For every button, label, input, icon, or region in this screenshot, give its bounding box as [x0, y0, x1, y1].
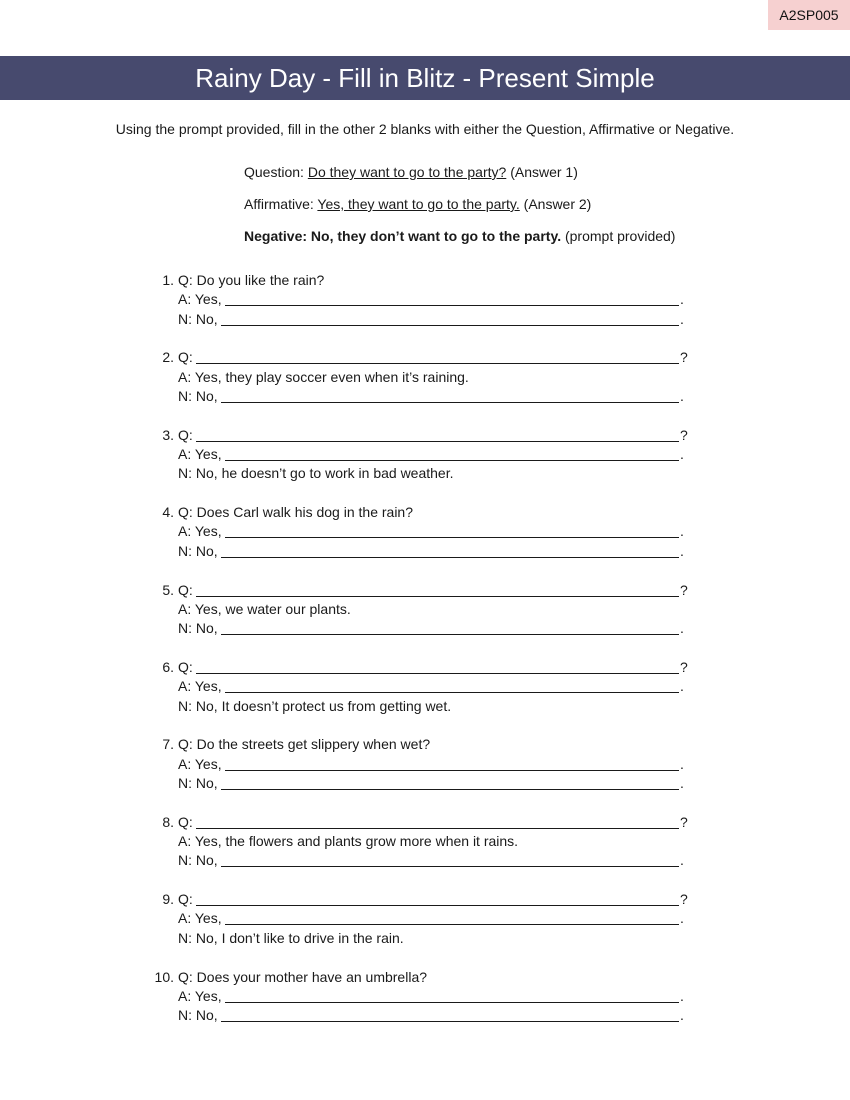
exercise-question-line	[178, 813, 688, 832]
end-punctuation: .	[680, 987, 684, 1004]
exercise-affirmative-line	[178, 832, 688, 851]
end-punctuation: .	[680, 446, 684, 463]
exercise-affirmative-line	[178, 290, 688, 309]
end-punctuation: ?	[680, 658, 688, 675]
exercise-question-line	[178, 968, 688, 987]
exercise-list	[0, 271, 850, 1045]
exercise-negative-text: N: No,	[178, 542, 218, 559]
end-punctuation: .	[680, 1007, 684, 1024]
exercise-affirmative-line	[178, 445, 688, 464]
exercise-question-text: Q: Do you like the rain?	[178, 272, 325, 288]
exercise-negative-line	[178, 619, 688, 638]
exercise-item	[0, 426, 850, 503]
answer-blank[interactable]	[221, 387, 679, 403]
end-punctuation: .	[680, 542, 684, 559]
example-negative-note: (prompt provided)	[564, 228, 676, 244]
end-punctuation: .	[680, 774, 684, 791]
exercise-item	[0, 658, 850, 735]
exercise-negative-text: N: No,	[178, 387, 218, 404]
answer-blank[interactable]	[196, 581, 679, 597]
exercise-affirmative-line	[178, 600, 688, 619]
exercise-affirmative-line	[178, 987, 688, 1006]
exercise-question-line	[178, 426, 688, 445]
end-punctuation: .	[680, 291, 684, 308]
exercise-question-line	[178, 348, 688, 367]
answer-blank[interactable]	[225, 290, 679, 306]
exercise-affirmative-text: A: Yes,	[178, 291, 222, 308]
exercise-affirmative-text: A: Yes, we water our plants.	[178, 600, 351, 617]
exercise-affirmative-line	[178, 522, 688, 541]
exercise-affirmative-text: A: Yes,	[178, 755, 222, 772]
exercise-affirmative-line	[178, 909, 688, 928]
exercise-negative-text: N: No, he doesn’t go to work in bad weather.	[178, 465, 454, 482]
example-affirmative-label: Affirmative:	[244, 196, 314, 212]
exercise-number: 6.	[162, 658, 174, 675]
exercise-item	[0, 271, 850, 348]
exercise-negative-line	[178, 464, 688, 483]
exercise-number: 3.	[162, 426, 174, 443]
end-punctuation: .	[680, 523, 684, 540]
answer-blank[interactable]	[221, 851, 679, 867]
exercise-question-line	[178, 503, 688, 522]
end-punctuation: ?	[680, 426, 688, 443]
exercise-number: 9.	[162, 891, 174, 908]
end-punctuation: ?	[680, 891, 688, 908]
exercise-number: 5.	[162, 581, 174, 598]
answer-blank[interactable]	[196, 426, 679, 442]
answer-blank[interactable]	[196, 813, 679, 829]
exercise-question-text: Q: Do the streets get slippery when wet?	[178, 736, 431, 753]
exercise-question-text: Q:	[178, 426, 193, 443]
example-affirmative-line	[244, 195, 591, 213]
exercise-affirmative-text: A: Yes,	[178, 987, 222, 1004]
example-affirmative-answer: Yes, they want to go to the party.	[317, 196, 520, 212]
exercise-question-text: Q:	[178, 658, 193, 675]
exercise-number: 2.	[162, 349, 174, 366]
answer-blank[interactable]	[225, 445, 679, 461]
exercise-negative-text: N: No,	[178, 852, 218, 869]
exercise-affirmative-text: A: Yes,	[178, 678, 222, 695]
exercise-item	[0, 503, 850, 580]
exercise-number: 10.	[154, 968, 174, 985]
exercise-negative-line	[178, 1006, 688, 1025]
end-punctuation: ?	[680, 349, 688, 366]
end-punctuation: ?	[680, 581, 688, 598]
exercise-question-text: Q: Does Carl walk his dog in the rain?	[178, 504, 413, 521]
example-question-note: (Answer 1)	[510, 164, 578, 180]
exercise-negative-line	[178, 851, 688, 870]
answer-blank[interactable]	[221, 310, 679, 326]
exercise-number: 1.	[162, 272, 174, 288]
exercise-item	[0, 968, 850, 1045]
end-punctuation: ?	[680, 813, 688, 830]
answer-blank[interactable]	[221, 1006, 679, 1022]
answer-blank[interactable]	[196, 658, 679, 674]
end-punctuation: .	[680, 620, 684, 637]
exercise-negative-text: N: No,	[178, 1007, 218, 1024]
page-title: Rainy Day - Fill in Blitz - Present Simple	[0, 56, 850, 100]
example-negative-prompt: Negative: No, they don’t want to go to the party.	[244, 228, 562, 244]
answer-blank[interactable]	[221, 542, 679, 558]
exercise-question-text: Q:	[178, 349, 193, 366]
exercise-question-text: Q:	[178, 813, 193, 830]
exercise-question-line	[178, 658, 688, 677]
answer-blank[interactable]	[221, 619, 679, 635]
example-question-label: Question:	[244, 164, 304, 180]
exercise-negative-line	[178, 774, 688, 793]
exercise-affirmative-text: A: Yes, they play soccer even when it’s raining.	[178, 368, 469, 385]
exercise-affirmative-line	[178, 368, 688, 387]
exercise-affirmative-line	[178, 677, 688, 696]
exercise-item	[0, 813, 850, 890]
end-punctuation: .	[680, 678, 684, 695]
exercise-number: 7.	[162, 736, 174, 753]
exercise-negative-line	[178, 387, 688, 406]
exercise-item	[0, 890, 850, 967]
example-negative-line	[244, 227, 675, 245]
end-punctuation: .	[680, 387, 684, 404]
exercise-negative-text: N: No,	[178, 620, 218, 637]
exercise-number: 8.	[162, 813, 174, 830]
exercise-affirmative-text: A: Yes,	[178, 523, 222, 540]
end-punctuation: .	[680, 755, 684, 772]
answer-blank[interactable]	[225, 909, 679, 925]
answer-blank[interactable]	[221, 774, 679, 790]
exercise-item	[0, 581, 850, 658]
answer-blank[interactable]	[225, 522, 679, 538]
exercise-item	[0, 348, 850, 425]
exercise-negative-text: N: No, I don’t like to drive in the rain.	[178, 929, 404, 946]
end-punctuation: .	[680, 910, 684, 927]
exercise-question-line	[178, 890, 688, 909]
exercise-negative-text: N: No,	[178, 774, 218, 791]
end-punctuation: .	[680, 852, 684, 869]
end-punctuation: .	[680, 310, 684, 327]
answer-blank[interactable]	[225, 987, 679, 1003]
exercise-question-text: Q:	[178, 581, 193, 598]
exercise-affirmative-text: A: Yes,	[178, 910, 222, 927]
instructions-text: Using the prompt provided, fill in the other 2 blanks with either the Question, Affirmative or Negative.	[115, 121, 735, 137]
exercise-affirmative-line	[178, 755, 688, 774]
exercise-negative-text: N: No, It doesn’t protect us from getting wet.	[178, 697, 452, 714]
exercise-negative-line	[178, 929, 688, 948]
answer-blank[interactable]	[196, 890, 679, 906]
exercise-negative-line	[178, 310, 688, 329]
exercise-question-line	[178, 735, 688, 754]
example-question-answer: Do they want to go to the party?	[307, 164, 507, 180]
example-affirmative-note: (Answer 2)	[523, 196, 592, 212]
example-question-line	[244, 163, 578, 181]
worksheet-code-badge: A2SP005	[768, 0, 850, 30]
exercise-number: 4.	[162, 504, 174, 521]
exercise-affirmative-text: A: Yes, the flowers and plants grow more when it rains.	[178, 833, 519, 850]
exercise-item	[0, 735, 850, 812]
exercise-question-text: Q: Does your mother have an umbrella?	[178, 968, 428, 985]
exercise-question-line	[178, 271, 688, 290]
exercise-negative-line	[178, 697, 688, 716]
exercise-negative-text: N: No,	[178, 310, 218, 327]
answer-blank[interactable]	[225, 677, 679, 693]
exercise-question-line	[178, 581, 688, 600]
answer-blank[interactable]	[225, 755, 679, 771]
exercise-question-text: Q:	[178, 891, 193, 908]
exercise-negative-line	[178, 542, 688, 561]
exercise-affirmative-text: A: Yes,	[178, 446, 222, 463]
answer-blank[interactable]	[196, 348, 679, 364]
